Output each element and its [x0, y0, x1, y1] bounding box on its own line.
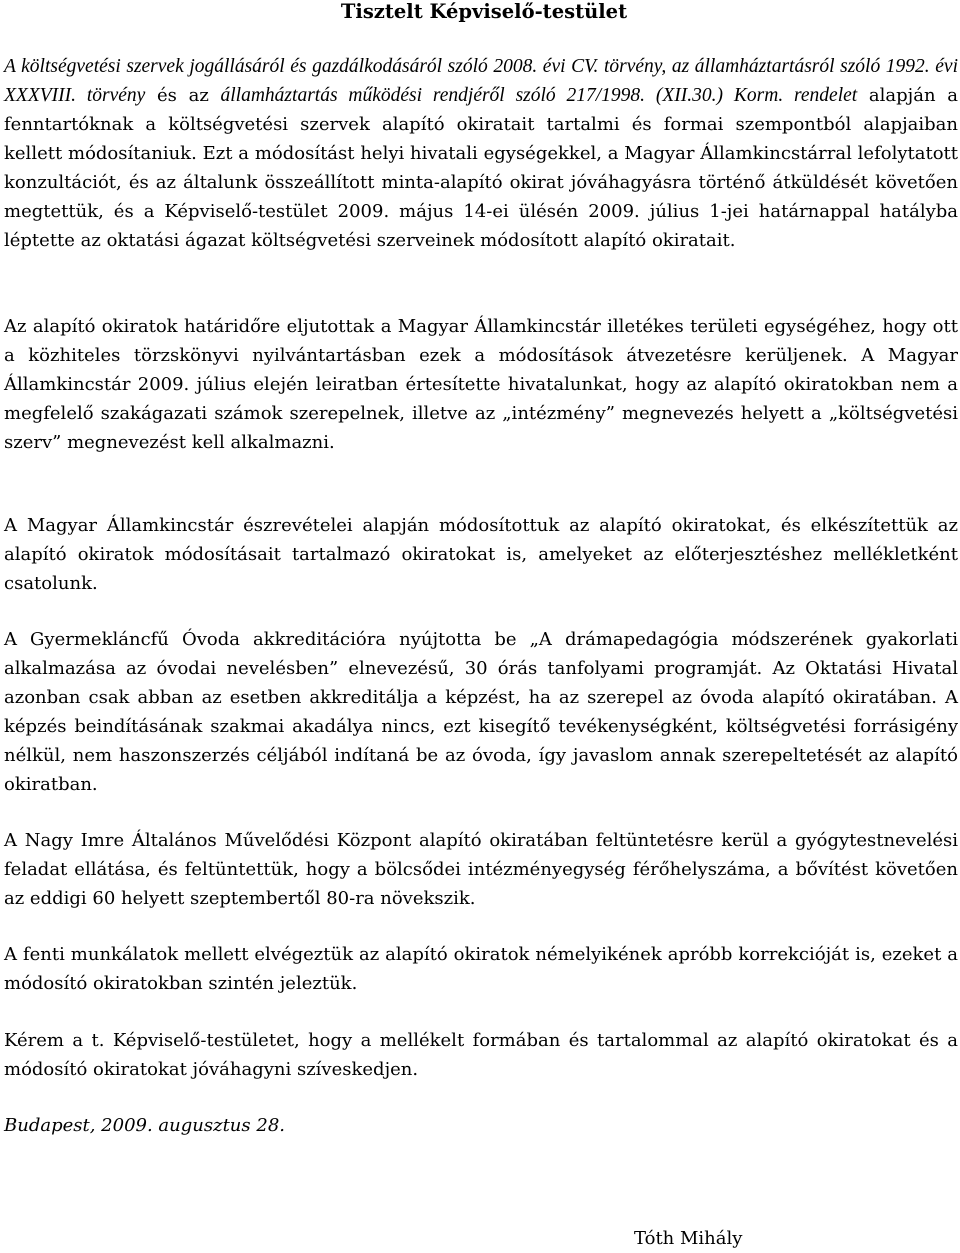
paragraph-text: és az — [145, 85, 221, 106]
paragraph-legal-basis — [4, 52, 958, 255]
paragraph-text: alapján a fenntartóknak a költségvetési szervek alapító okiratait tartalmi és formai szempontból alapjaiban kellett módosítaniuk. Ezt a módosítást helyi hivatali egységekkel, a Magyar Államkincstárral lefolytatott konzultációt, és az általunk összeállított minta-alapító okirat jóváhagyásra történő átküldését követően megtettük, és a Képviselő-testület 2009. május 14-ei ülésén 2009. július 1-jei határnappal hatályba léptette az oktatási ágazat költségvetési szerveinek módosított alapító okiratait. — [4, 85, 958, 251]
paragraph-request: Kérem a t. Képviselő-testületet, hogy a mellékelt formában és tartalommal az alapító okiratokat és a módosító okiratokat jóváhagyni szíveskedjen. — [4, 1030, 958, 1080]
paragraph-corrections: A fenti munkálatok mellett elvégeztük az alapító okiratok némelyikének apróbb korrekcióját is, ezeket a módosító okiratokban szintén jeleztük. — [4, 944, 958, 994]
paragraph-modifications: A Magyar Államkincstár észrevételei alapján módosítottuk az alapító okiratokat, és elkészítettük az alapító okiratok módosításait tartalmazó okiratokat is, amelyeket az előterjesztéshez mellékletként csatolunk. — [4, 515, 958, 594]
paragraph-kindergarten: A Gyermekláncfű Óvoda akkreditációra nyújtotta be „A drámapedagógia módszerének gyakorlati alkalmazása az óvodai nevelésben” elnevezésű, 30 órás tanfolyami programját. Az Oktatási Hivatal azonban csak abban az esetben akkreditálja a képzést, ha az szerepel az óvoda alapító okiratában. A képzés beindításának szakmai akadálya nincs, ezt kisegítő tevékenységként, költségvetési forrásigény nélkül, nem haszonszerzés céljából indítaná be az óvoda, így javaslom annak szerepeltetését az alapító okiratban. — [4, 629, 958, 795]
decree-reference-italic: államháztartás működési rendjéről szóló 217/1998. (XII.30.) Korm. rendelet — [220, 85, 858, 106]
signature-name: Tóth Mihály — [634, 1228, 743, 1249]
document-page — [4, 0, 958, 1249]
paragraph-cultural-center: A Nagy Imre Általános Művelődési Központ alapító okiratában feltüntetésre kerül a gyógytestnevelési feladat ellátása, és feltüntettük, hogy a bölcsődei intézményegység férőhelyszáma, a bővítést követően az eddigi 60 helyett szeptembertől 80-ra növekszik. — [4, 830, 958, 909]
document-title: Tisztelt Képviselő-testület — [340, 0, 628, 23]
paragraph-treasury-notice: Az alapító okiratok határidőre eljutottak a Magyar Államkincstár illetékes területi egységéhez, hogy ott a közhiteles törzskönyvi nyilvántartásban ezek a módosítások átvezetésre kerüljenek. A Magyar Államkincstár 2009. július elején leiratban értesítette hivatalunkat, hogy az alapító okiratokban nem a megfelelő szakágazati számok szerepelnek, illetve az „intézmény” megnevezés helyett a „költségvetési szerv” megnevezést kell alkalmazni. — [4, 316, 958, 453]
document-date: Budapest, 2009. augusztus 28. — [4, 1115, 285, 1136]
law-reference-italic: A költségvetési szervek jogállásáról és gazdálkodásáról szóló 2008. évi CV. törvény, az államháztartásról szóló 1992. évi XXXVIII. törvény — [4, 56, 958, 106]
